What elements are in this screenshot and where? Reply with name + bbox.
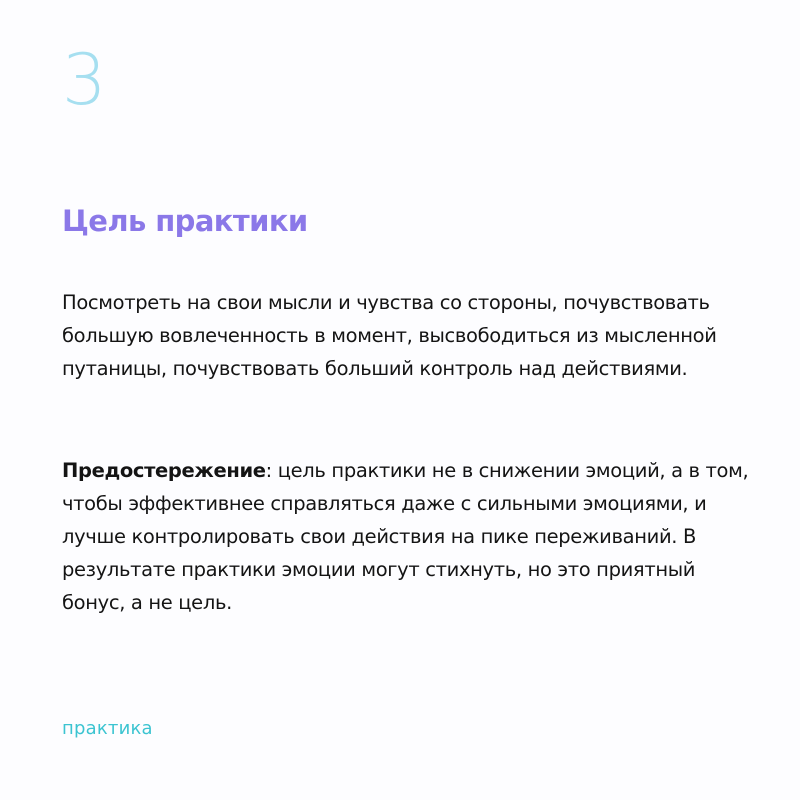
- caution-paragraph: [62, 454, 762, 619]
- goal-paragraph: Посмотреть на свои мысли и чувства со стороны, почувствовать большую вовлеченность в момент, высвободиться из мысленной путаницы, почувствовать больший контроль над действиями.: [62, 291, 717, 380]
- section-title: Цель практики: [62, 204, 308, 238]
- caution-label: Предостережение: [62, 459, 266, 482]
- caution-text: : цель практики не в снижении эмоций, а в том, чтобы эффективнее справляться даже с сильными эмоциями, и лучше контролировать свои действия на пике переживаний. В результате практики эмоции могут стихнуть, но это приятный бонус, а не цель.: [62, 459, 749, 614]
- brand-label: практика: [62, 718, 153, 739]
- step-number: 3: [62, 39, 105, 121]
